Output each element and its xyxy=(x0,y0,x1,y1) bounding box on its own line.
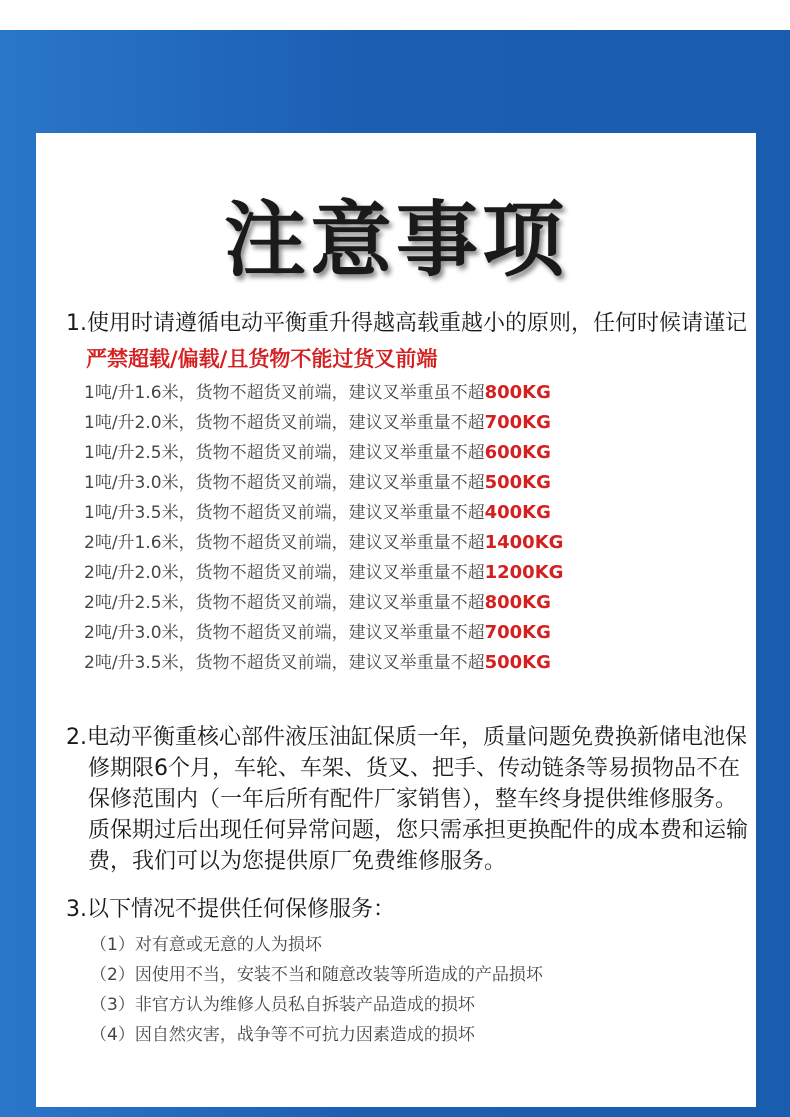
load-spec-row xyxy=(66,648,756,678)
top-strip xyxy=(0,0,790,30)
spec-value: 800KG xyxy=(484,382,551,403)
section-3-heading: 3.以下情况不提供任何保修服务： xyxy=(66,897,395,922)
spec-value: 800KG xyxy=(484,592,551,613)
spec-value: 600KG xyxy=(484,442,551,463)
spec-text: 1吨/升3.5米，货物不超货叉前端，建议叉举重量不超 xyxy=(84,503,485,523)
section-1-heading: 1.使用时请遵循电动平衡重升得越高载重越小的原则，任何时候请谨记 xyxy=(66,311,747,336)
spec-value: 1200KG xyxy=(484,562,564,583)
load-spec-list xyxy=(66,378,756,678)
section-1 xyxy=(66,308,756,678)
page-title: 注意事项 xyxy=(223,193,568,288)
load-spec-row xyxy=(66,558,756,588)
load-spec-row xyxy=(66,408,756,438)
load-spec-row xyxy=(66,438,756,468)
spec-value: 700KG xyxy=(484,412,551,433)
spec-text: 2吨/升2.0米，货物不超货叉前端，建议叉举重量不超 xyxy=(84,563,485,583)
load-spec-row xyxy=(66,618,756,648)
spec-text: 2吨/升1.6米，货物不超货叉前端，建议叉举重量不超 xyxy=(84,533,485,553)
load-spec-row xyxy=(66,528,756,558)
section-3 xyxy=(66,894,756,1050)
notice-card xyxy=(36,133,756,1107)
load-spec-row xyxy=(66,468,756,498)
spec-text: 1吨/升1.6米，货物不超货叉前端，建议叉举重虽不超 xyxy=(84,383,485,403)
exclusion-item: （4）因自然灾害，战争等不可抗力因素造成的损坏 xyxy=(90,1025,475,1045)
spec-text: 1吨/升3.0米，货物不超货叉前端，建议叉举重量不超 xyxy=(84,473,485,493)
spec-text: 2吨/升3.0米，货物不超货叉前端，建议叉举重量不超 xyxy=(84,623,485,643)
spec-value: 700KG xyxy=(484,622,551,643)
spec-value: 400KG xyxy=(484,502,551,523)
exclusion-item: （1）对有意或无意的人为损坏 xyxy=(90,935,322,955)
warranty-paragraph: 2.电动平衡重核心部件液压油缸保质一年，质量问题免费换新储电池保修期限6个月，车轮、车架、货叉、把手、传动链条等易损物品不在保修范围内（一年后所有配件厂家销售），整车终身提供维修服务。质保期过后出现任何异常问题，您只需承担更换配件的成本费和运输费，我们可以为您提供原厂免费维修服务。 xyxy=(66,725,749,874)
spec-text: 1吨/升2.0米，货物不超货叉前端，建议叉举重量不超 xyxy=(84,413,485,433)
spec-text: 2吨/升3.5米，货物不超货叉前端，建议叉举重量不超 xyxy=(84,653,485,673)
load-spec-row xyxy=(66,588,756,618)
spec-text: 1吨/升2.5米，货物不超货叉前端，建议叉举重量不超 xyxy=(84,443,485,463)
spec-value: 500KG xyxy=(484,472,551,493)
exclusion-item: （2）因使用不当，安装不当和随意改装等所造成的产品损坏 xyxy=(90,965,543,985)
load-spec-row xyxy=(66,498,756,528)
section-2 xyxy=(66,722,756,877)
spec-value: 500KG xyxy=(484,652,551,673)
spec-value: 1400KG xyxy=(484,532,564,553)
load-spec-row xyxy=(66,378,756,408)
overload-warning: 严禁超载/偏载/且货物不能过货叉前端 xyxy=(86,347,438,371)
spec-text: 2吨/升2.5米，货物不超货叉前端，建议叉举重量不超 xyxy=(84,593,485,613)
exclusion-item: （3）非官方认为维修人员私自拆装产品造成的损坏 xyxy=(90,995,475,1015)
